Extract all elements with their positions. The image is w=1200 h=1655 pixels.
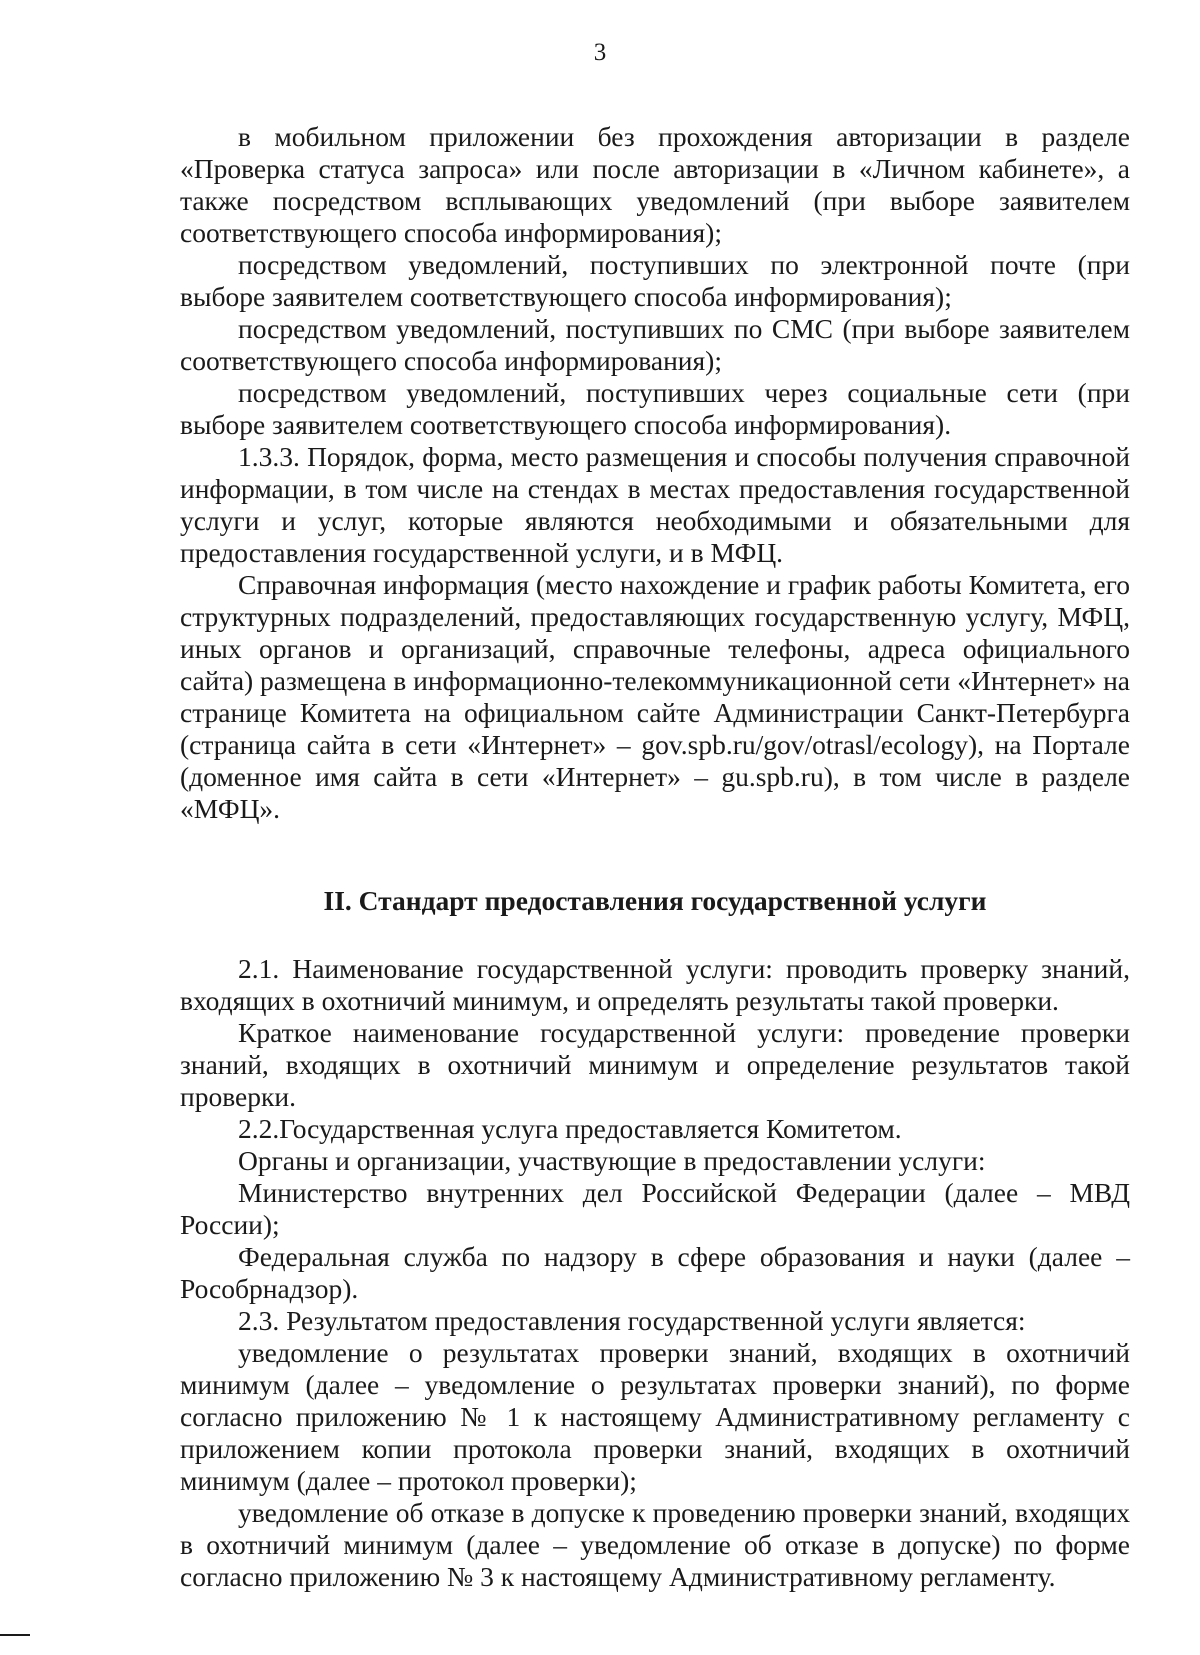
document-body [180,121,1130,1593]
paragraph: 2.2.Государственная услуга предоставляется Комитетом. [238,1113,902,1144]
paragraph: посредством уведомлений, поступивших по электронной почте (при выборе заявителем соответствующего способа информирования); [180,249,1130,312]
paragraph: Министерство внутренних дел Российской Федерации (далее – МВД России); [180,1177,1130,1240]
paragraph: в мобильном приложении без прохождения авторизации в разделе «Проверка статуса запроса» или после авторизации в «Личном кабинете», а также посредством всплывающих уведомлений (при выборе заявителем соответствующего способа информирования); [180,121,1130,248]
scan-edge-mark [0,1634,30,1636]
section-heading: II. Стандарт предоставления государственной услуги [323,885,987,916]
paragraph: уведомление об отказе в допуске к проведению проверки знаний, входящих в охотничий минимум (далее – уведомление об отказе в допуске) по форме согласно приложению № 3 к настоящему Административному регламенту. [180,1497,1130,1592]
paragraph: Органы и организации, участвующие в предоставлении услуги: [238,1145,986,1176]
paragraph: посредством уведомлений, поступивших через социальные сети (при выборе заявителем соответствующего способа информирования). [180,377,1130,440]
paragraph: 1.3.3. Порядок, форма, место размещения и способы получения справочной информации, в том числе на стендах в местах предоставления государственной услуги и услуг, которые являются необходимыми и обязательными для предоставления государственной услуги, и в МФЦ. [180,441,1130,568]
paragraph: Краткое наименование государственной услуги: проведение проверки знаний, входящих в охотничий минимум и определение результатов такой проверки. [180,1017,1130,1112]
paragraph: посредством уведомлений, поступивших по СМС (при выборе заявителем соответствующего способа информирования); [180,313,1130,376]
paragraph: 2.1. Наименование государственной услуги: проводить проверку знаний, входящих в охотничий минимум, и определять результаты такой проверки. [180,953,1130,1016]
page-number: 3 [593,39,607,66]
paragraph: 2.3. Результатом предоставления государственной услуги является: [238,1305,1026,1336]
paragraph: Справочная информация (место нахождение и график работы Комитета, его структурных подразделений, предоставляющих государственную услугу, МФЦ, иных органов и организаций, справочные телефоны, адреса официального сайта) размещена в информационно-телекоммуникационной сети «Интернет» на странице Комитета на официальном сайте Администрации Санкт-Петербурга (страница сайта в сети «Интернет» – gov.spb.ru/gov/otrasl/ecology), на Портале (доменное имя сайта в сети «Интернет» – gu.spb.ru), в том числе в разделе «МФЦ». [180,569,1130,824]
paragraph: уведомление о результатах проверки знаний, входящих в охотничий минимум (далее – уведомление о результатах проверки знаний), по форме согласно приложению № 1 к настоящему Административному регламенту с приложением копии протокола проверки знаний, входящих в охотничий минимум (далее – протокол проверки); [180,1337,1130,1496]
paragraph: Федеральная служба по надзору в сфере образования и науки (далее – Рособрнадзор). [180,1241,1130,1304]
